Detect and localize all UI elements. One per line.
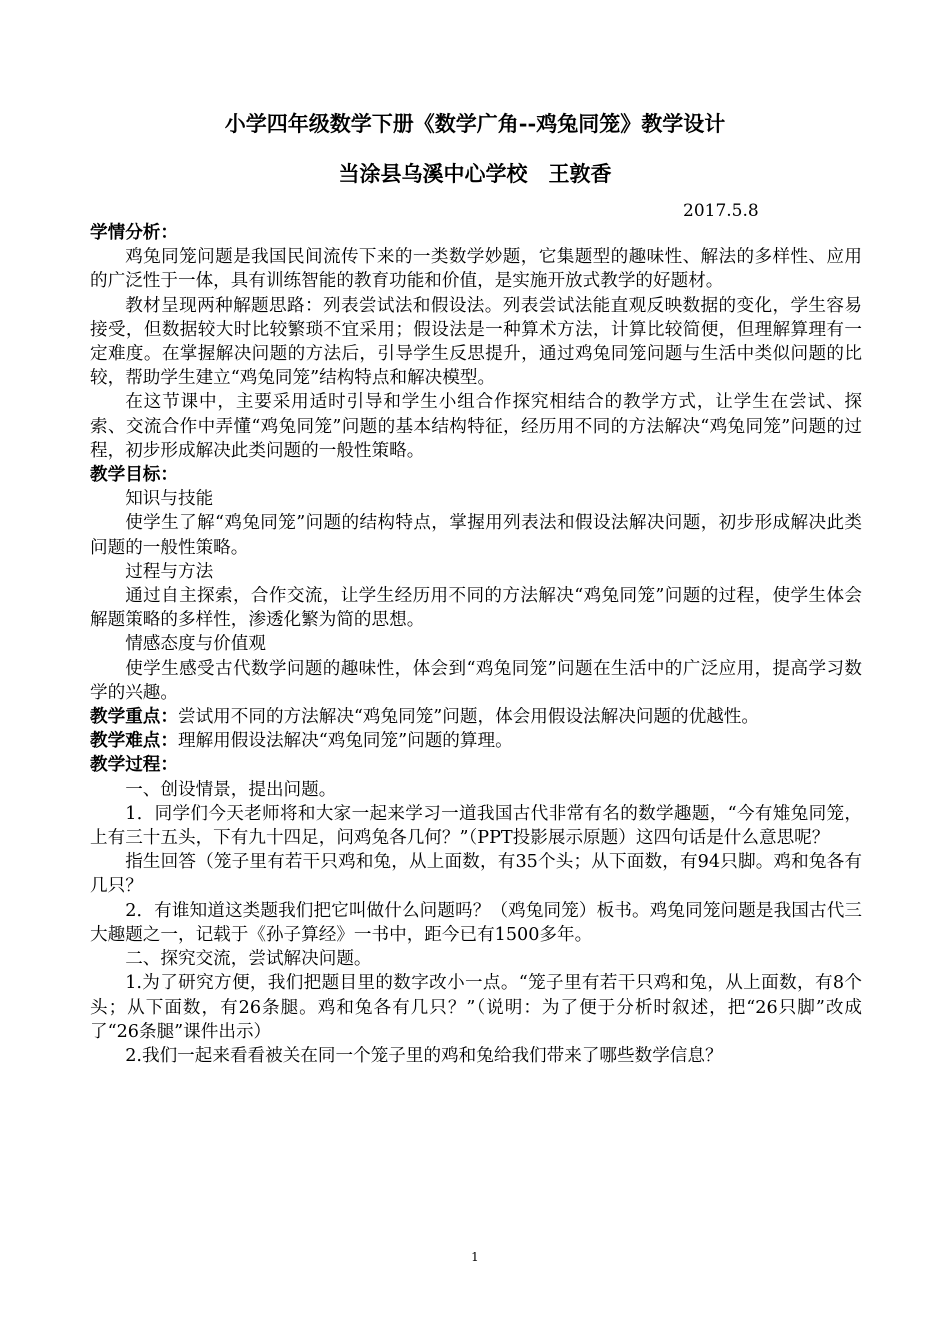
key-point-block xyxy=(90,705,862,729)
section-heading-process: 教学过程： xyxy=(90,754,178,776)
process-paragraph: 一、创设情景，提出问题。 xyxy=(125,779,337,800)
document-body xyxy=(90,221,862,1068)
difficulty-block xyxy=(90,729,862,753)
goals-paragraph: 使学生了解“鸡兔同笼”问题的结构特点，掌握用列表法和假设法解决问题，初步形成解决此类问题的一般性策略。 xyxy=(90,513,862,558)
section-heading-analysis: 学情分析： xyxy=(90,222,178,243)
process-paragraph: 指生回答（笼子里有若干只鸡和兔，从上面数，有35个头；从下面数，有94只脚。鸡和兔各有几只？ xyxy=(90,852,862,897)
goals-subheading: 过程与方法 xyxy=(125,561,214,582)
analysis-paragraph: 鸡兔同笼问题是我国民间流传下来的一类数学妙题，它集题型的趣味性、解法的多样性、应用的广泛性于一体，具有训练智能的教育功能和价值，是实施开放式教学的好题材。 xyxy=(90,247,862,292)
document-author-line: 当涂县乌溪中心学校 王敦香 xyxy=(338,161,612,186)
process-paragraph: 二、探究交流，尝试解决问题。 xyxy=(125,949,372,970)
analysis-paragraph: 教材呈现两种解题思路：列表尝试法和假设法。列表尝试法能直观反映数据的变化，学生容易接受，但数据较大时比较繁琐不宜采用；假设法是一种算术方法，计算比较简便，但理解算理有一定难度。在掌握解决问题的方法后，引导学生反思提升，通过鸡兔同笼问题与生活中类似问题的比较，帮助学生建立“鸡兔同笼”结构特点和解决模型。 xyxy=(90,295,862,389)
section-heading-goals: 教学目标： xyxy=(90,464,178,486)
goals-paragraph: 使学生感受古代数学问题的趣味性，体会到“鸡兔同笼”问题在生活中的广泛应用，提高学习数学的兴趣。 xyxy=(90,658,862,703)
process-paragraph: 2．有谁知道这类题我们把它叫做什么问题吗？（鸡兔同笼）板书。鸡兔同笼问题是我国古代三大趣题之一，记载于《孙子算经》一书中，距今已有1500多年。 xyxy=(90,900,862,945)
document-date: 2017.5.8 xyxy=(683,201,759,221)
process-paragraph: 1．同学们今天老师将和大家一起来学习一道我国古代非常有名的数学趣题，“今有雉兔同笼，上有三十五头，下有九十四足，问鸡兔各几何？”（PPT投影展示原题）这四句话是什么意思呢？ xyxy=(90,803,862,849)
key-point-text: 尝试用不同的方法解决“鸡兔同笼”问题，体会用假设法解决问题的优越性。 xyxy=(177,707,759,728)
difficulty-text: 理解用假设法解决“鸡兔同笼”问题的算理。 xyxy=(177,731,513,752)
goals-paragraph: 通过自主探索，合作交流，让学生经历用不同的方法解决“鸡兔同笼”问题的过程，使学生体会解题策略的多样性，渗透化繁为简的思想。 xyxy=(90,586,862,631)
difficulty-label: 教学难点： xyxy=(90,730,178,752)
analysis-paragraph: 在这节课中，主要采用适时引导和学生小组合作探究相结合的教学方式，让学生在尝试、探索、交流合作中弄懂“鸡兔同笼”问题的基本结构特征，经历用不同的方法解决“鸡兔同笼”问题的过程，初步形成解决此类问题的一般性策略。 xyxy=(90,392,862,461)
process-paragraph: 2.我们一起来看看被关在同一个笼子里的鸡和兔给我们带来了哪些数学信息？ xyxy=(125,1045,723,1066)
page-number: 1 xyxy=(471,1250,479,1264)
goals-subheading: 知识与技能 xyxy=(125,489,214,510)
key-point-label: 教学重点： xyxy=(90,706,178,728)
document-title: 小学四年级数学下册《数学广角--鸡兔同笼》教学设计 xyxy=(224,111,726,136)
process-paragraph: 1.为了研究方便，我们把题目里的数字改小一点。“笼子里有若干只鸡和兔，从上面数，有8个头；从下面数，有26条腿。鸡和兔各有几只？”（说明：为了便于分析时叙述，把“26只脚”改成了“26条腿”课件出示） xyxy=(90,973,862,1042)
goals-subheading: 情感态度与价值观 xyxy=(125,634,266,655)
